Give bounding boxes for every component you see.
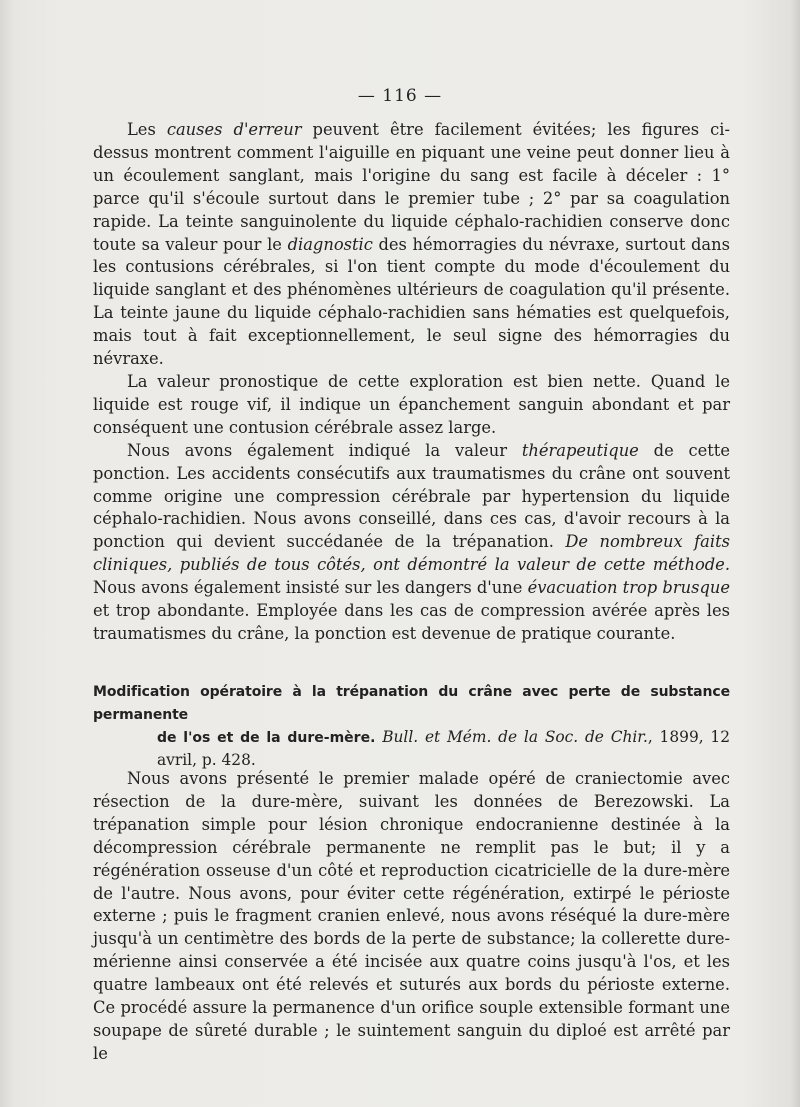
text-run: Nous avons également indiqué la valeur (127, 440, 522, 460)
heading-line-2 (93, 726, 730, 771)
paragraph-valeur-therapeutique (93, 440, 730, 646)
paragraph-causes-erreur (93, 119, 730, 371)
italic-sentence: De nombreux faits cliniques, publiés de tous côtés, ont démontré la valeur de cette méthode. (93, 532, 730, 575)
text-run: peuvent être facilement évitées; les figures ci-dessus montrent comment l'aiguille en piquant une veine peut donner lieu à un écoulement sanglant, mais l'origine du sang est facile à déceler : 1° parce qu'il s'écoule surtout dans le premier tube ; 2° par sa coagulation rapide. La teinte sanguinolente du liquide céphalo-rachidien conserve donc toute sa valeur pour le (93, 120, 730, 254)
body-text-section-1 (93, 119, 730, 646)
italic-term: thérapeutique (521, 440, 639, 460)
text-run: Les (127, 120, 167, 139)
text-run: de cette ponction. Les accidents consécutifs aux traumatismes du crâne ont souvent comme origine une compression cérébrale par hypertension du liquide céphalo-rachidien. Nous avons conseillé, dans ces cas, d'avoir recours à la ponction qui devient succédanée de la trépanation. (93, 440, 730, 552)
paragraph-craniectomie: Nous avons présenté le premier malade opéré de craniectomie avec résection de la dure-mère, suivant les données de Berezowski. La trépanation simple pour lésion chronique endocranienne destinée à la décompression cérébrale permanente ne remplit pas le but; il y a régénération osseuse d'un côté et reproduction cicatricielle de la dure-mère de l'autre. Nous avons, pour éviter cette régénération, extirpé le périoste externe ; puis le fragment cranien enlevé, nous avons réséqué la dure-mère jusqu'à un centimètre des bords de la perte de substance; la collerette dure-mérienne ainsi conservée a été incisée aux quatre coins jusqu'à l'os, et les quatre lambeaux ont été relevés et suturés aux bords du périoste externe. Ce procédé assure la permanence d'un orifice souple extensible formant une soupape de sûreté durable ; le suintement sanguin du diploé est arrêté par le (93, 769, 730, 1063)
text-run: Nous avons également insisté sur les dangers d'une (93, 578, 528, 598)
heading-source-journal: Bull. et Mém. de la Soc. de Chir. (382, 728, 648, 746)
italic-term: causes d'erreur (166, 120, 302, 139)
body-text-section-2 (93, 768, 730, 1066)
heading-source-date: , 1899, 12 avril, p. 428. (157, 728, 731, 769)
section-heading (93, 680, 730, 771)
heading-title: Modification opératoire à la trépanation du crâne avec perte de substance permanente (93, 684, 730, 723)
page-number: — 116 — (357, 86, 443, 106)
heading-line-1 (93, 680, 730, 726)
italic-term: diagnostic (287, 234, 373, 254)
italic-term: évacuation trop brusque (527, 578, 730, 598)
paragraph-valeur-pronostique: La valeur pronostique de cette exploration est bien nette. Quand le liquide est rouge vif, il indique un épanchement sanguin abondant et par conséquent une contusion cérébrale assez large. (93, 371, 730, 437)
text-run: et trop abondante. Employée dans les cas de compression avérée après les traumatismes du crâne, la ponction est devenue de pratique courante. (93, 601, 730, 643)
heading-title-continued: de l'os et de la dure-mère. (157, 730, 376, 746)
text-run: des hémorragies du névraxe, surtout dans les contusions cérébrales, si l'on tient compte du mode d'écoulement du liquide sanglant et des phénomènes ultérieurs de coagulation qu'il présente. La teinte jaune du liquide céphalo-rachidien sans hématies est quelquefois, mais tout à fait exceptionnellement, le seul signe des hémorragies du névraxe. (93, 234, 730, 369)
